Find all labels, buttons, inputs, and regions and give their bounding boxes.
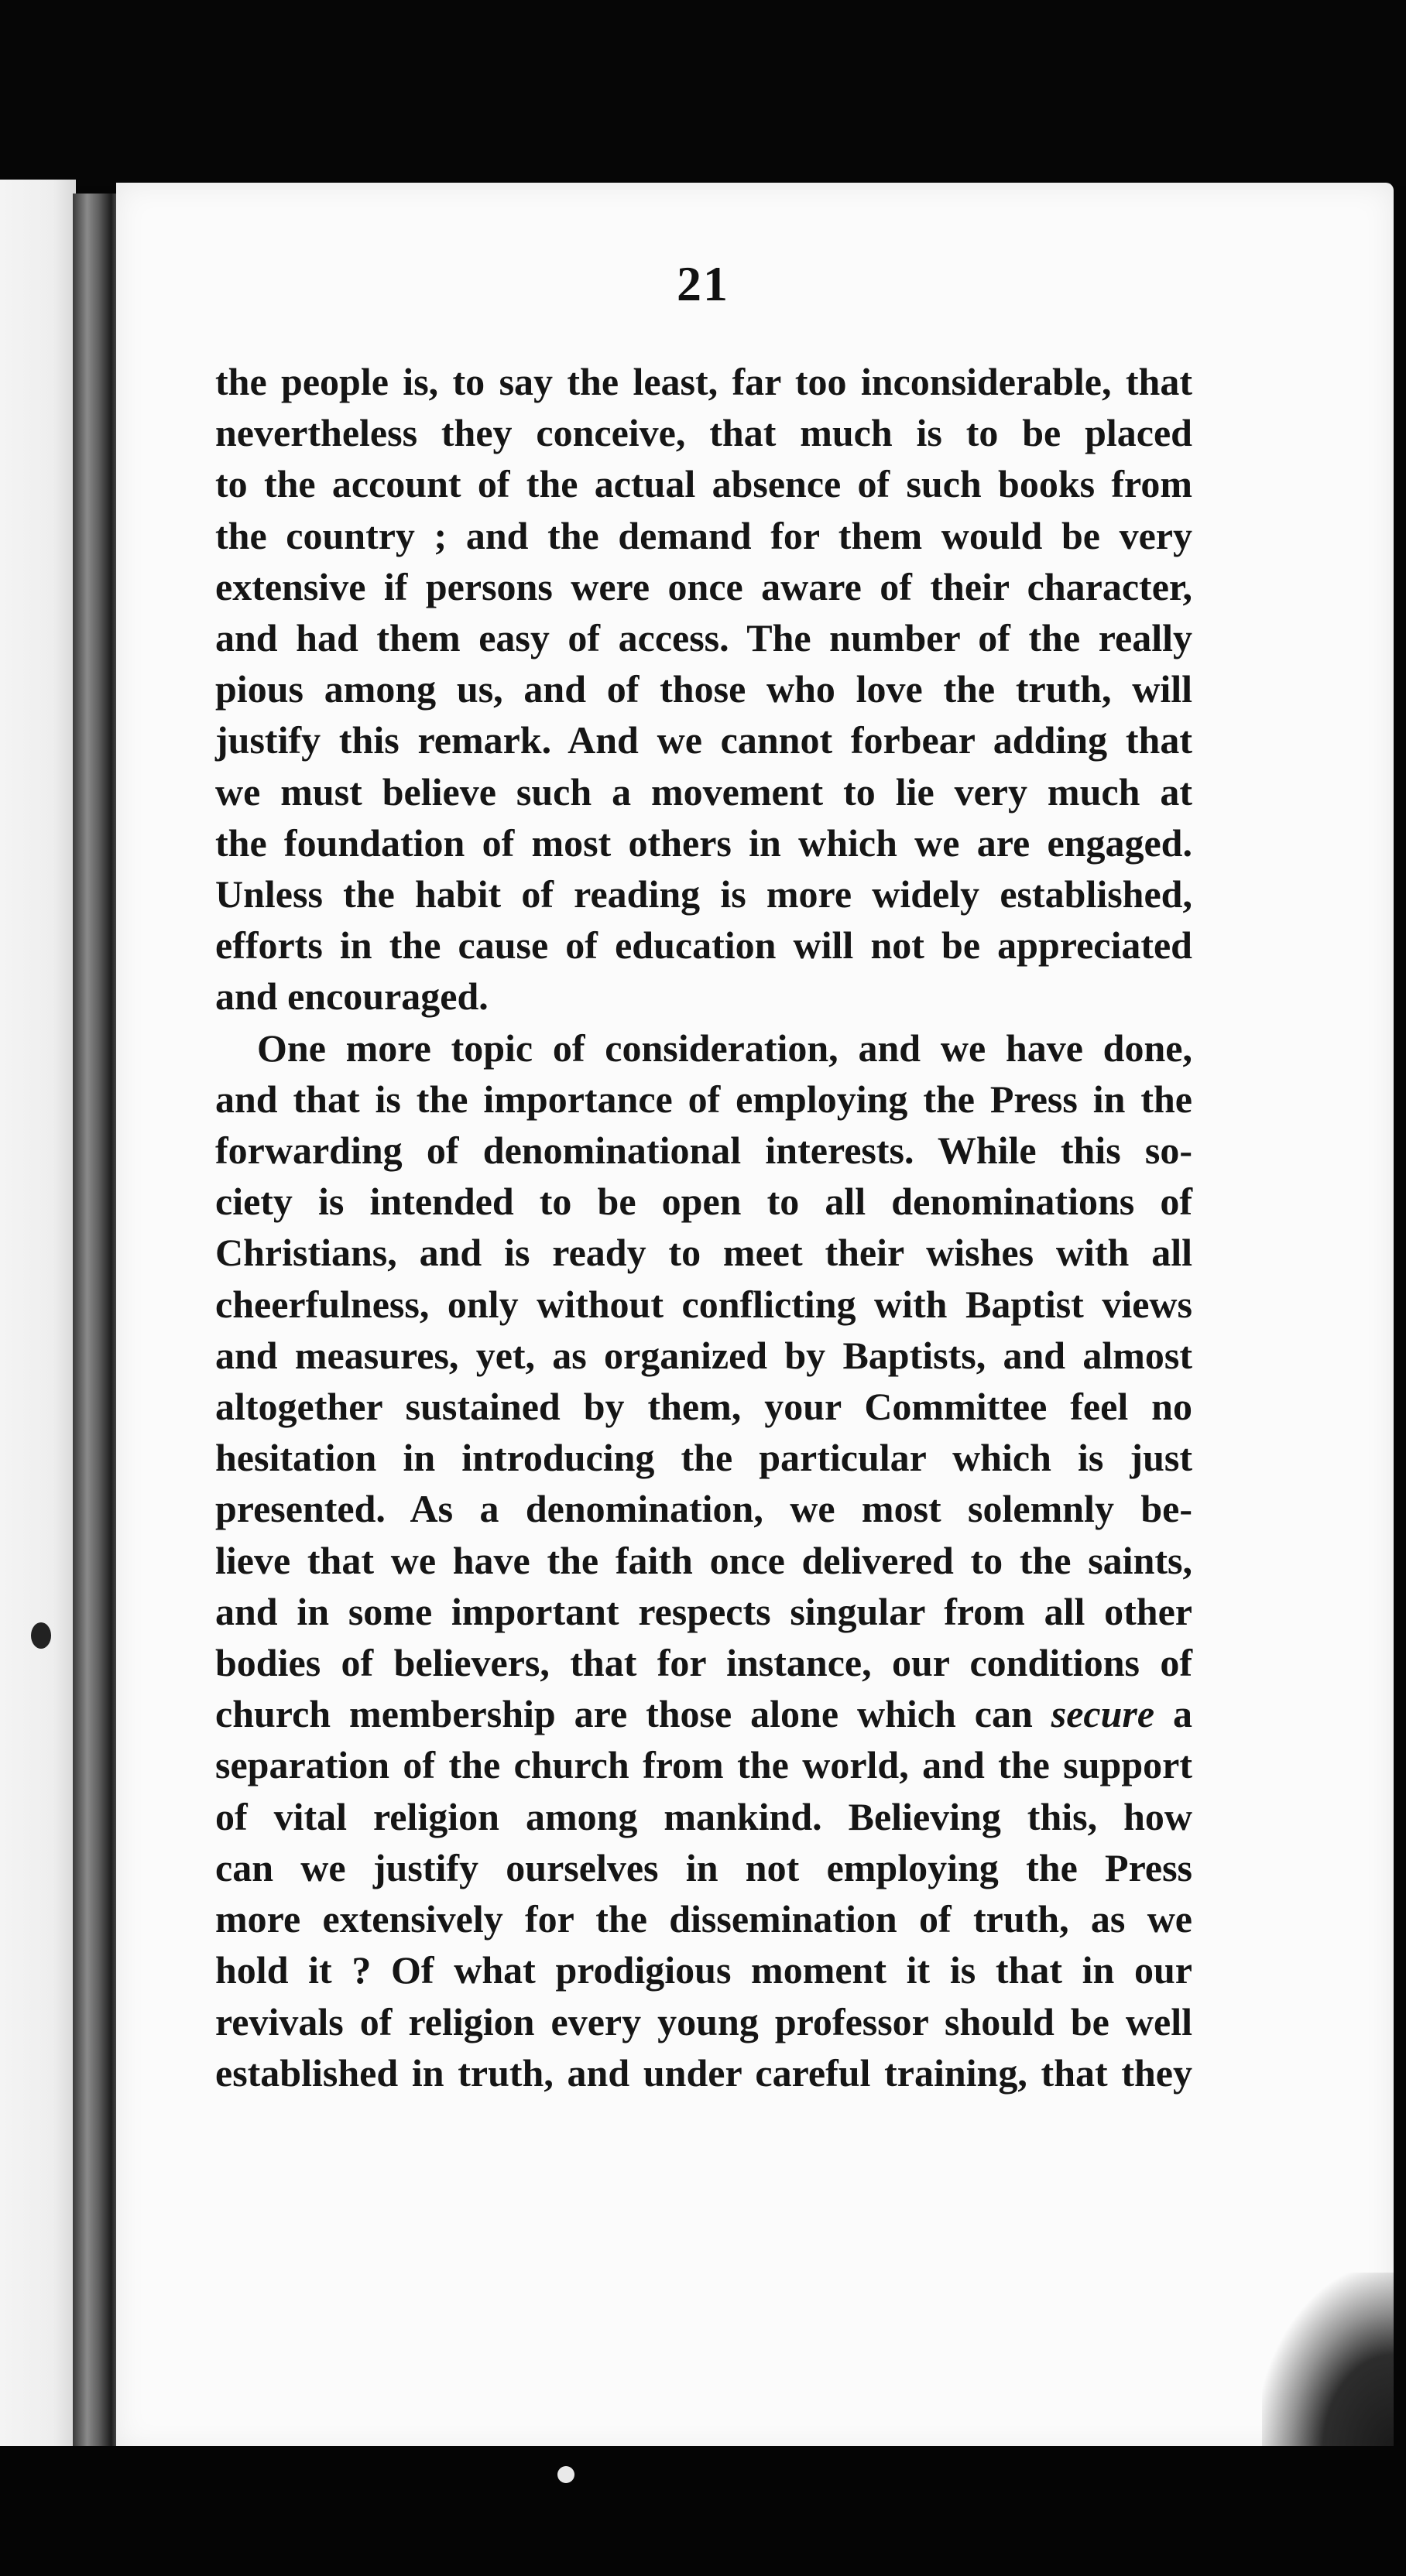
text-line: the country ; and the demand for them would be very <box>215 513 1192 557</box>
text-line: altogether sustained by them, your Committee feel no <box>215 1385 1192 1429</box>
text-line: justify this remark. And we cannot forbear adding that <box>215 718 1192 762</box>
text-line: established in truth, and under careful training, that they <box>215 2050 1192 2095</box>
text-line-with-emphasis <box>215 1688 1192 1739</box>
text-line: and had them easy of access. The number of the really <box>215 616 1192 660</box>
page-number: 21 <box>677 256 729 311</box>
text-line: of vital religion among mankind. Believing this, how <box>215 1794 1192 1838</box>
text-line: and that is the importance of employing the Press in the <box>215 1077 1192 1121</box>
text-line: can we justify ourselves in not employing the Press <box>215 1845 1192 1889</box>
text-line: extensive if persons were once aware of their character, <box>215 564 1192 608</box>
text-line: and in some important respects singular from all other <box>215 1589 1192 1633</box>
page-corner-shadow <box>1262 2273 1394 2451</box>
text-line: Unless the habit of reading is more widely established, <box>215 872 1192 916</box>
text-line: pious among us, and of those who love the truth, will <box>215 667 1192 711</box>
book-gutter <box>73 194 121 2446</box>
text-line: lieve that we have the faith once delivered to the saints, <box>215 1538 1192 1582</box>
emphasized-word: secure <box>1051 1692 1155 1736</box>
text-line: separation of the church from the world, and the support <box>215 1743 1192 1787</box>
scan-bottom-border <box>0 2446 1406 2576</box>
text-line: more extensively for the dissemination of truth, as we <box>215 1897 1192 1941</box>
text-line: the people is, to say the least, far too inconsiderable, that <box>215 360 1192 403</box>
line-text: church membership are those alone which can <box>215 1692 1033 1736</box>
scan-top-border <box>0 0 1406 186</box>
paragraph-start-line: One more topic of consideration, and we have done, <box>257 1026 1192 1070</box>
text-line: ciety is intended to be open to all denominations of <box>215 1180 1192 1224</box>
line-text-tail: a <box>1173 1692 1193 1736</box>
text-line: forwarding of denominational interests. While this so- <box>215 1129 1192 1173</box>
text-line: and measures, yet, as organized by Baptists, and almost <box>215 1333 1192 1377</box>
text-line: cheerfulness, only without conflicting with Baptist views <box>215 1282 1192 1326</box>
body-text <box>215 356 1192 2098</box>
text-line: efforts in the cause of education will not be appreciated <box>215 923 1192 968</box>
text-line: and encouraged. <box>215 975 489 1019</box>
ink-speck <box>557 2466 574 2483</box>
text-line: the foundation of most others in which we are engaged. <box>215 820 1192 865</box>
text-line: revivals of religion every young professor should be well <box>215 1999 1192 2043</box>
text-line: nevertheless they conceive, that much is to be placed <box>215 411 1192 455</box>
text-line: hesitation in introducing the particular which is just <box>215 1436 1192 1480</box>
text-line: presented. As a denomination, we most solemnly be- <box>215 1487 1192 1531</box>
text-line: bodies of believers, that for instance, our conditions of <box>215 1641 1192 1685</box>
text-line: to the account of the actual absence of such books from <box>215 462 1192 506</box>
text-line: we must believe such a movement to lie very much at <box>215 769 1192 814</box>
text-line: hold it ? Of what prodigious moment it is that in our <box>215 1948 1192 1992</box>
text-line: Christians, and is ready to meet their wishes with all <box>215 1231 1192 1275</box>
facing-page-edge <box>0 180 76 2448</box>
ink-speck <box>31 1622 51 1649</box>
